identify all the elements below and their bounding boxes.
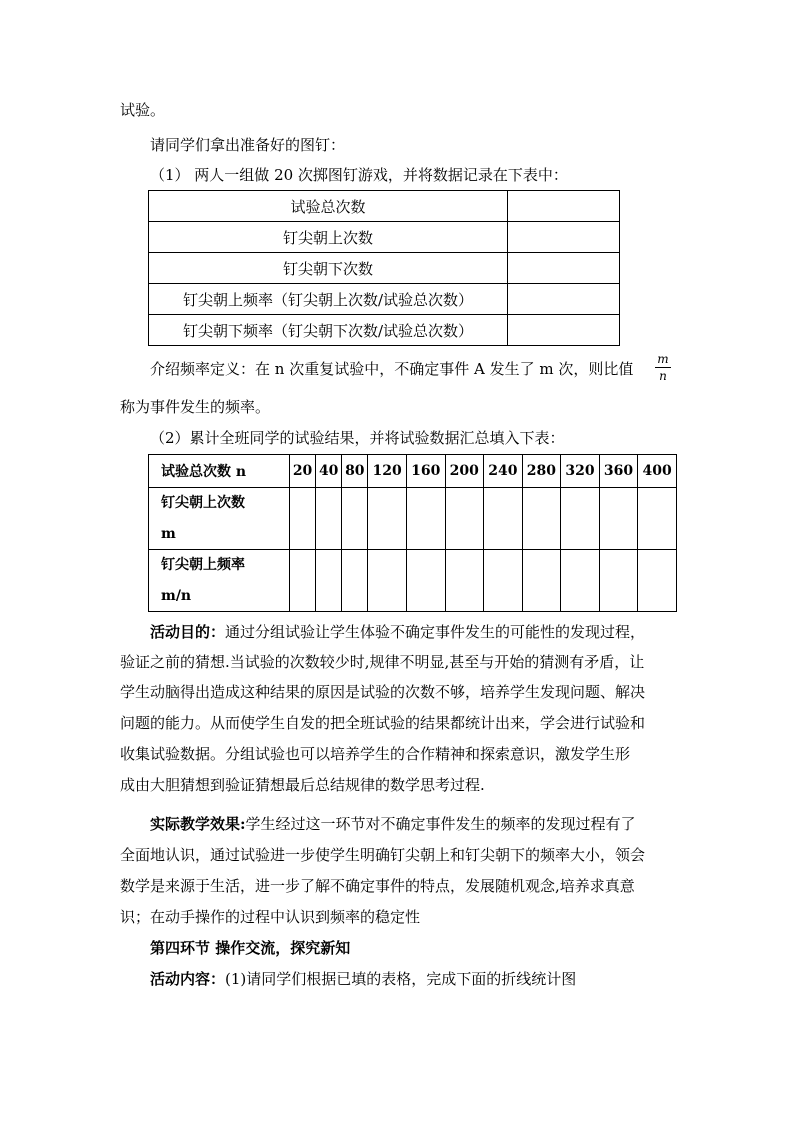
activity-purpose-line: 收集试验数据。分组试验也可以培养学生的合作精神和探索意识，激发学生形: [120, 745, 631, 763]
fraction-m-over-n: [655, 352, 671, 383]
fraction-denominator: n: [659, 369, 667, 383]
table-row: [149, 315, 620, 346]
table-cell-empty: [508, 315, 620, 346]
column-header: 240: [484, 455, 523, 488]
table-row: [149, 550, 677, 612]
table-cell-empty: [316, 488, 342, 550]
table-cell-empty: [522, 488, 561, 550]
table-row: [149, 488, 677, 550]
table-cell-empty: [508, 191, 620, 222]
column-header: 320: [561, 455, 600, 488]
table-cell-empty: [508, 222, 620, 253]
table-row: [149, 455, 677, 488]
teaching-effect-line: 识；在动手操作的过程中认识到频率的稳定性: [120, 908, 421, 926]
table-cell-empty: [599, 550, 638, 612]
table-cell: 试验总次数: [149, 191, 508, 222]
activity-purpose-line: 学生动脑得出造成这种结果的原因是试验的次数不够，培养学生发现问题、解决: [120, 683, 646, 701]
definition-text-cont: 称为事件发生的频率。: [120, 398, 271, 416]
activity-purpose-line: 成由大胆猜想到验证猜想最后总结规律的数学思考过程.: [120, 776, 485, 794]
text-line: 请同学们拿出准备好的图钉：: [150, 136, 346, 154]
column-header: 360: [599, 455, 638, 488]
fraction-numerator: m: [657, 352, 669, 366]
table-row: [149, 191, 620, 222]
column-header: 160: [406, 455, 445, 488]
table-cell-empty: [342, 488, 368, 550]
column-header: 200: [445, 455, 484, 488]
table-cell-empty: [508, 253, 620, 284]
table-row: [149, 284, 620, 315]
table-cell-empty: [561, 550, 600, 612]
table-row: [149, 253, 620, 284]
record-table: [148, 190, 620, 346]
table-cell: 钉尖朝上频率（钉尖朝上次数/试验总次数）: [149, 284, 508, 315]
teaching-effect-line: [150, 814, 636, 834]
activity-content-label: 活动内容：: [150, 970, 226, 988]
row-header-symbol: m/n: [161, 587, 192, 604]
row-header-cell: [149, 488, 290, 550]
definition-text: 介绍频率定义：在 n 次重复试验中，不确定事件 A 发生了 m 次，则比值: [150, 360, 634, 378]
table-cell-empty: [368, 488, 407, 550]
teaching-effect-line: 全面地认识，通过试验进一步使学生明确钉尖朝上和钉尖朝下的频率大小，领会: [120, 846, 646, 864]
table-cell-empty: [406, 550, 445, 612]
activity-purpose-line: 验证之前的猜想.当试验的次数较少时,规律不明显,甚至与开始的猜测有矛盾，让: [120, 653, 645, 671]
table-cell: 钉尖朝上次数: [149, 222, 508, 253]
row-header-cell: [149, 550, 290, 612]
table-row: [149, 222, 620, 253]
table-cell-empty: [406, 488, 445, 550]
teaching-effect-line: 数学是来源于生活，进一步了解不确定事件的特点，发展随机观念,培养求真意: [120, 877, 635, 895]
table-cell: 钉尖朝下次数: [149, 253, 508, 284]
table-header-cell: 试验总次数 n: [149, 455, 290, 488]
section-heading: 第四环节 操作交流，探究新知: [150, 939, 351, 957]
row-header-label: 钉尖朝上频率: [161, 557, 245, 574]
table-cell-empty: [522, 550, 561, 612]
summary-table: [148, 454, 677, 612]
column-header: 20: [290, 455, 316, 488]
column-header: 40: [316, 455, 342, 488]
table-cell-empty: [342, 550, 368, 612]
table-cell-empty: [484, 488, 523, 550]
column-header: 80: [342, 455, 368, 488]
table-cell-empty: [316, 550, 342, 612]
fraction-bar: [655, 367, 671, 368]
text-line: 试验。: [120, 101, 166, 119]
teaching-effect-text: 学生经过这一环节对不确定事件发生的频率的发现过程有了: [245, 815, 636, 833]
activity-purpose-line: 问题的能力。从而使学生自发的把全班试验的结果都统计出来，学会进行试验和: [120, 714, 646, 732]
table-cell-empty: [599, 488, 638, 550]
activity-purpose-text: 通过分组试验让学生体验不确定事件发生的可能性的发现过程，: [225, 623, 646, 641]
text-line: （2）累计全班同学的试验结果，并将试验数据汇总填入下表：: [150, 429, 565, 447]
table-cell-empty: [290, 488, 316, 550]
table-cell-empty: [445, 488, 484, 550]
table-cell-empty: [368, 550, 407, 612]
activity-purpose-label: 活动目的：: [150, 623, 226, 641]
teaching-effect-label: 实际教学效果:: [150, 815, 246, 833]
activity-content-line: [150, 969, 576, 989]
activity-purpose-line: [150, 622, 645, 642]
table-cell-empty: [508, 284, 620, 315]
text-line: （1） 两人一组做 20 次掷图钉游戏，并将数据记录在下表中：: [150, 166, 568, 184]
table-cell-empty: [290, 550, 316, 612]
table-cell-empty: [638, 550, 677, 612]
table-cell-empty: [638, 488, 677, 550]
table-cell: 钉尖朝下频率（钉尖朝下次数/试验总次数）: [149, 315, 508, 346]
column-header: 280: [522, 455, 561, 488]
column-header: 120: [368, 455, 407, 488]
row-header-label: 钉尖朝上次数: [161, 495, 245, 512]
activity-content-text: (1)请同学们根据已填的表格，完成下面的折线统计图: [225, 970, 577, 988]
table-cell-empty: [561, 488, 600, 550]
row-header-symbol: m: [161, 525, 176, 542]
table-cell-empty: [445, 550, 484, 612]
column-header: 400: [638, 455, 677, 488]
table-cell-empty: [484, 550, 523, 612]
